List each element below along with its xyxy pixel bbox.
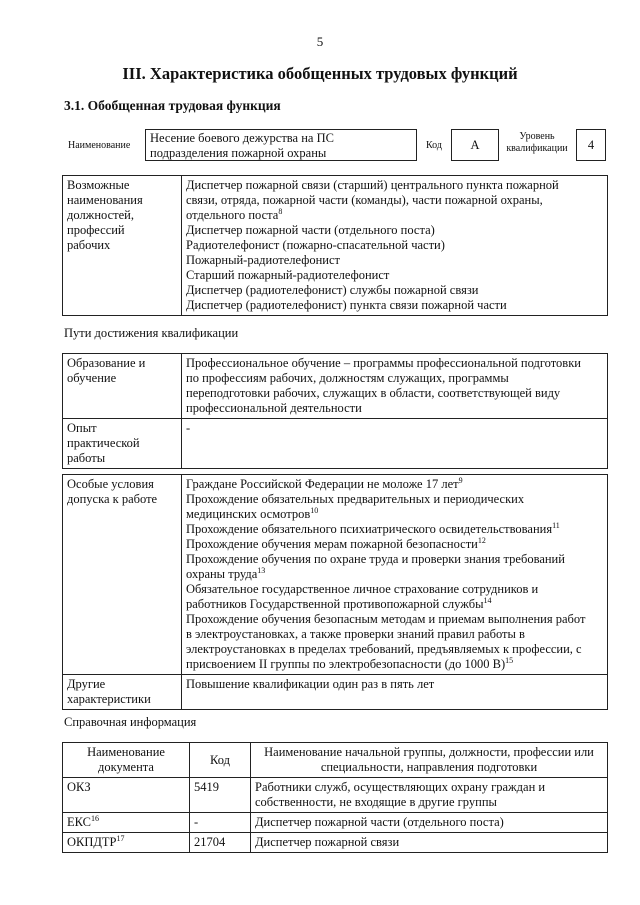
ref-doc-cell: ОКЗ xyxy=(63,778,190,813)
ref-doc-cell: ОКПДТР$^{17}$ xyxy=(63,833,190,853)
ref-name-line: собственности, не входящие в другие группы xyxy=(255,795,497,809)
education-label-line: Образование и xyxy=(67,356,146,370)
qualification-paths-label: Пути достижения квалификации xyxy=(64,326,239,340)
education-line: Профессиональное обучение – программы профессиональной подготовки xyxy=(186,356,581,370)
condition-line: Прохождение обучения безопасным методам и приемам выполнения работ xyxy=(186,612,586,626)
ref-name-cell: Диспетчер пожарной части (отдельного поста) xyxy=(251,813,608,833)
ref-header-line: Наименование начальной группы, должности, профессии или xyxy=(264,745,594,759)
position-line: Диспетчер (радиотелефонист) службы пожарной связи xyxy=(186,283,479,297)
table-row xyxy=(63,813,608,833)
ref-name-line: Работники служб, осуществляющих охрану граждан и xyxy=(255,780,546,794)
function-name-box xyxy=(145,129,417,161)
ref-code-cell: 5419 xyxy=(190,778,251,813)
table-row xyxy=(63,833,608,853)
condition-line: Граждане Российской Федерации не моложе 17 лет$^9$ xyxy=(186,475,463,491)
level-label-line: Уровень xyxy=(519,131,555,142)
section-title: 3.1. Обобщенная трудовая функция xyxy=(64,98,281,113)
level-label-line: квалификации xyxy=(506,143,568,154)
position-line: Диспетчер пожарной части (отдельного поста) xyxy=(186,223,435,237)
other-label-cell xyxy=(63,675,182,710)
condition-line: Прохождение обучения по охране труда и проверки знания требований xyxy=(186,552,565,566)
education-line: профессиональной деятельности xyxy=(186,401,362,415)
positions-label-line: профессий xyxy=(67,223,125,237)
table-row xyxy=(63,778,608,813)
code-label: Код xyxy=(426,140,442,151)
name-label: Наименование xyxy=(68,140,131,151)
ref-name-cell: Диспетчер пожарной связи xyxy=(251,833,608,853)
footnote-ref: 10 xyxy=(310,505,319,515)
position-line: Пожарный-радиотелефонист xyxy=(186,253,340,267)
conditions-label-cell xyxy=(63,475,182,675)
position-line: связи, отряда, пожарной части (команды), части пожарной охраны, xyxy=(186,193,543,207)
reference-table xyxy=(62,742,608,853)
function-name-line: Несение боевого дежурства на ПС xyxy=(150,131,334,145)
ref-header-doc xyxy=(63,743,190,778)
positions-table xyxy=(62,175,608,316)
level-label xyxy=(500,131,574,155)
level-value-box: 4 xyxy=(576,129,606,161)
footnote-ref: 12 xyxy=(477,535,486,545)
other-label-line: Другие xyxy=(67,677,106,691)
conditions-table xyxy=(62,474,608,710)
positions-label-line: наименования xyxy=(67,193,143,207)
position-line: Старший пожарный-радиотелефонист xyxy=(186,268,390,282)
footnote-ref: 8 xyxy=(278,206,283,216)
page-number: 5 xyxy=(316,34,324,49)
ref-code-cell: - xyxy=(190,813,251,833)
condition-line: работников Государственной противопожарной службы$^{14}$ xyxy=(186,595,492,611)
reference-label: Справочная информация xyxy=(64,715,197,729)
ref-doc-cell: ЕКС$^{16}$ xyxy=(63,813,190,833)
positions-list-cell xyxy=(182,176,608,316)
function-name-line: подразделения пожарной охраны xyxy=(150,146,327,160)
footnote-ref: 17 xyxy=(116,833,125,843)
experience-label-line: практической xyxy=(67,436,140,450)
position-line: отдельного поста$^8$ xyxy=(186,206,283,222)
condition-line: присвоением II группы по электробезопасности (до 1000 В)$^{15}$ xyxy=(186,655,514,671)
condition-line: Обязательное государственное личное страхование сотрудников и xyxy=(186,582,539,596)
position-line: Диспетчер пожарной связи (старший) центрального пункта пожарной xyxy=(186,178,559,192)
experience-label-line: работы xyxy=(67,451,106,465)
footnote-ref: 9 xyxy=(458,475,463,485)
experience-label-cell xyxy=(63,419,182,469)
page-title: III. Характеристика обобщенных трудовых функций xyxy=(122,64,518,83)
condition-line: в электроустановках, а также проверки знаний правил работы в xyxy=(186,627,525,641)
education-line: переподготовки рабочих, служащих в области, соответствующей виду xyxy=(186,386,561,400)
condition-line: медицинских осмотров$^{10}$ xyxy=(186,505,319,521)
ref-header-line: специальности, направления подготовки xyxy=(320,760,538,774)
experience-value-cell: - xyxy=(182,419,608,469)
education-label-cell xyxy=(63,354,182,419)
positions-label-line: рабочих xyxy=(67,238,111,252)
ref-name-cell xyxy=(251,778,608,813)
condition-line: Прохождение обучения мерам пожарной безопасности$^{12}$ xyxy=(186,535,486,551)
position-line: Диспетчер (радиотелефонист) пункта связи пожарной части xyxy=(186,298,507,312)
education-line: по профессиям рабочих, должностям служащих, программы xyxy=(186,371,509,385)
ref-header-line: Наименование xyxy=(87,745,165,759)
positions-label-line: должностей, xyxy=(67,208,134,222)
condition-line: Прохождение обязательного психиатрического освидетельствования$^{11}$ xyxy=(186,520,560,536)
condition-line: охраны труда$^{13}$ xyxy=(186,565,266,581)
ref-code-cell: 21704 xyxy=(190,833,251,853)
footnote-ref: 13 xyxy=(257,565,266,575)
education-table xyxy=(62,353,608,469)
conditions-list-cell xyxy=(182,475,608,675)
condition-line: электроустановках в пределах требований, предъявляемых к профессии, с xyxy=(186,642,582,656)
footnote-ref: 16 xyxy=(91,813,99,823)
conditions-label-line: Особые условия xyxy=(67,477,154,491)
footnote-ref: 15 xyxy=(505,655,514,665)
condition-line: Прохождение обязательных предварительных и периодических xyxy=(186,492,525,506)
education-value-cell xyxy=(182,354,608,419)
ref-header-line: документа xyxy=(98,760,154,774)
experience-label-line: Опыт xyxy=(67,421,97,435)
footnote-ref: 11 xyxy=(552,520,560,530)
position-line: Радиотелефонист (пожарно-спасательной части) xyxy=(186,238,445,252)
conditions-label-line: допуска к работе xyxy=(67,492,158,506)
positions-label-line: Возможные xyxy=(67,178,130,192)
footnote-ref: 14 xyxy=(483,595,492,605)
ref-header-name xyxy=(251,743,608,778)
code-value-box: A xyxy=(451,129,499,161)
education-label-line: обучение xyxy=(67,371,117,385)
other-label-line: характеристики xyxy=(67,692,151,706)
other-value-cell: Повышение квалификации один раз в пять лет xyxy=(182,675,608,710)
ref-header-code: Код xyxy=(190,743,251,778)
positions-label-cell xyxy=(63,176,182,316)
